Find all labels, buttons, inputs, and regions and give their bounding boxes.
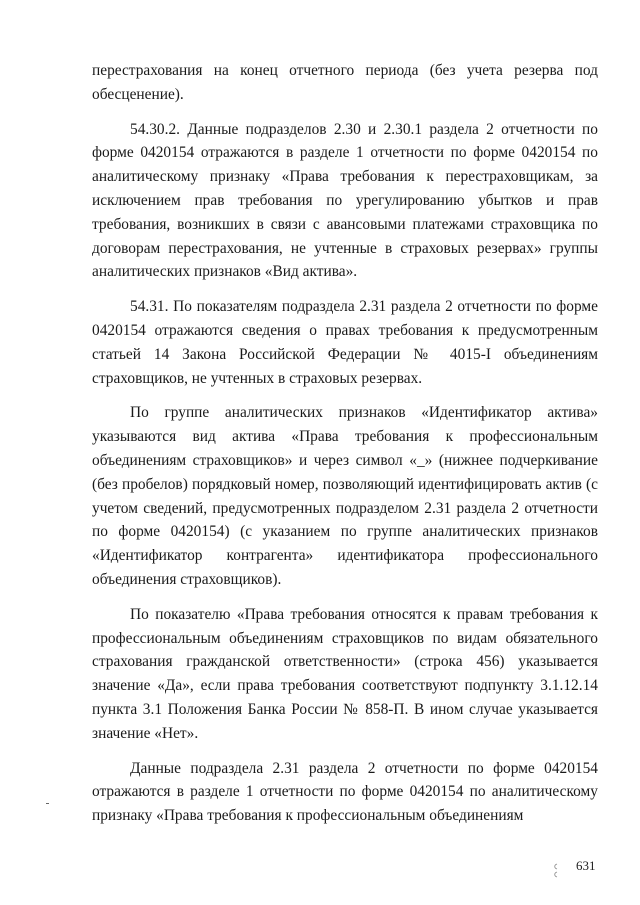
page-number: 631 bbox=[576, 858, 596, 873]
scan-mark-icon bbox=[553, 862, 559, 878]
paragraph-54-30-2: 54.30.2. Данные подразделов 2.30 и 2.30.1 раздела 2 отчетности по форме 0420154 отражаются в разделе 1 отчетности по форме 0420154 по аналитическому признаку «Права требования к перестраховщикам, за исключением прав требования по урегулированию убытков и прав требования, возникших в связи с авансовыми платежами страховщика по договорам перестрахования, не учтенные в страховых резервах» группы аналитических признаков «Вид актива». bbox=[92, 120, 598, 281]
paragraph-continuation: перестрахования на конец отчетного периода (без учета резерва под обесценение). bbox=[92, 62, 598, 103]
paragraph-54-31: 54.31. По показателям подраздела 2.31 раздела 2 отчетности по форме 0420154 отражаются сведения о правах требования к предусмотренным статьей 14 Закона Российской Федерации № 4015-I объединениям страховщиков, не учтенных в страховых резервах. bbox=[92, 298, 598, 387]
margin-mark bbox=[46, 803, 49, 804]
paragraph-line-456: По показателю «Права требования относятся к правам требования к профессиональным объединениям страховщиков по видам обязательного страхования гражданской ответственности» (строка 456) указывается значение «Да», если права требования соответствуют подпункту 3.1.12.14 пункта 3.1 Положения Банка России № 858-П. В ином случае указывается значение «Нет». bbox=[92, 605, 598, 742]
paragraph-section-data: Данные подраздела 2.31 раздела 2 отчетности по форме 0420154 отражаются в разделе 1 отчетности по форме 0420154 по аналитическому признаку «Права требования к профессиональным объединениям bbox=[92, 759, 598, 825]
paragraph-asset-identifier: По группе аналитических признаков «Идентификатор актива» указываются вид актива «Права требования к профессиональным объединениям страховщиков» и через символ «_» (нижнее подчеркивание (без пробелов) порядковый номер, позволяющий идентифицировать актив (с учетом сведений, предусмотренных подразделом 2.31 раздела 2 отчетности по форме 0420154) (с указанием по группе аналитических признаков «Идентификатор контрагента» идентификатора профессионального объединения страховщиков). bbox=[92, 404, 598, 588]
document-body bbox=[92, 59, 598, 839]
